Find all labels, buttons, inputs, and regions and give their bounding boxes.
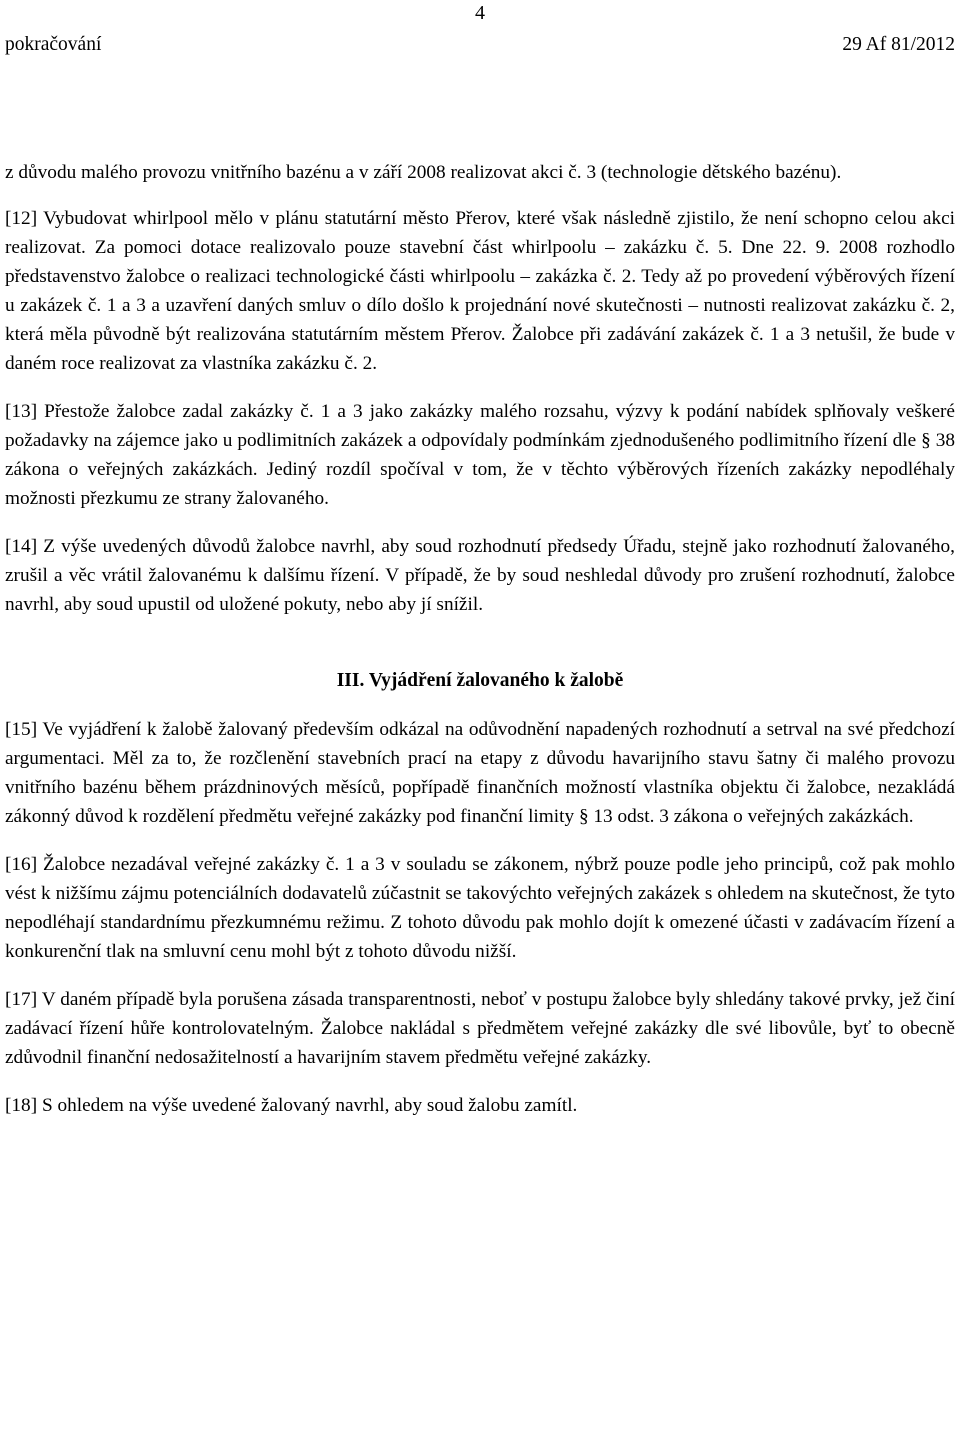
paragraph-13: [13] Přestože žalobce zadal zakázky č. 1 a 3 jako zakázky malého rozsahu, výzvy k podání nabídek splňovaly veškeré požadavky na zájemce jako u podlimitních zakázek a odpovídaly podmínkám zjednodušeného podlimitního řízení dle § 38 zákona o veřejných zakázkách. Jediný rozdíl spočíval v tom, že v těchto výběrových řízeních zakázky nepodléhaly možnosti přezkumu ze strany žalovaného. (5, 401, 955, 509)
continuation-label: pokračování (5, 34, 102, 55)
paragraph-14: [14] Z výše uvedených důvodů žalobce navrhl, aby soud rozhodnutí předsedy Úřadu, stejně jako rozhodnutí žalovaného, zrušil a věc vrátil žalovanému k dalšímu řízení. V případě, že by soud neshledal důvody pro zrušení rozhodnutí, žalobce navrhl, aby soud upustil od uložené pokuty, nebo aby jí snížil. (5, 536, 955, 615)
paragraph-15: [15] Ve vyjádření k žalobě žalovaný především odkázal na odůvodnění napadených rozhodnutí a setrval na své předchozí argumentaci. Měl za to, že rozčlenění stavebních prací na etapy z důvodu havarijního stavu šatny či malého provozu vnitřního bazénu během prázdninových měsíců, popřípadě finančních možností vlastníka objektu či žalobce, nezakládá zákonný důvod k rozdělení předmětu veřejné zakázky pod finanční limity § 13 odst. 3 zákona o veřejných zakázkách. (5, 719, 955, 827)
paragraph-17: [17] V daném případě byla porušena zásada transparentnosti, neboť v postupu žalobce byly shledány takové prvky, jež činí zadávací řízení hůře kontrolovatelným. Žalobce nakládal s předmětem veřejné zakázky dle své libovůle, byť to obecně zdůvodnil finanční nedosažitelností a havarijním stavem předmětu veřejné zakázky. (5, 989, 955, 1068)
paragraph-18: [18] S ohledem na výše uvedené žalovaný navrhl, aby soud žalobu zamítl. (5, 1095, 578, 1116)
section-heading: III. Vyjádření žalovaného k žalobě (336, 670, 624, 691)
paragraph-16: [16] Žalobce nezadával veřejné zakázky č. 1 a 3 v souladu se zákonem, nýbrž pouze podle jeho principů, což pak mohlo vést k nižšímu zájmu potenciálních dodavatelů zúčastnit se takovýchto veřejných zakázek s ohledem na skutečnost, že tyto nepodléhají standardnímu přezkumnému režimu. Z tohoto důvodu pak mohlo dojít k omezené účasti v zadávacím řízení a konkurenční tlak na smluvní cenu mohl být z tohoto důvodu nižší. (5, 854, 955, 962)
paragraph-continued: z důvodu malého provozu vnitřního bazénu a v září 2008 realizovat akci č. 3 (technologie dětského bazénu). (5, 162, 842, 183)
case-number: 29 Af 81/2012 (842, 34, 955, 55)
page-number: 4 (475, 2, 485, 24)
document-page (5, 0, 955, 1116)
page-header (5, 0, 955, 72)
document-body (5, 158, 955, 1139)
paragraph-12: [12] Vybudovat whirlpool mělo v plánu statutární město Přerov, které však následně zjistilo, že není schopno celou akci realizovat. Za pomoci dotace realizovalo pouze stavební část whirlpoolu – zakázku č. 5. Dne 22. 9. 2008 rozhodlo představenstvo žalobce o realizaci technologické části whirlpoolu – zakázka č. 2. Tedy až po provedení výběrových řízení u zakázek č. 1 a 3 a uzavření daných smluv o dílo došlo k projednání nové skutečnosti – nutnosti realizovat zakázku č. 2, která měla původně být realizována statutárním městem Přerov. Žalobce při zadávání zakázek č. 1 a 3 netušil, že bude v daném roce realizovat za vlastníka zakázku č. 2. (5, 208, 955, 374)
